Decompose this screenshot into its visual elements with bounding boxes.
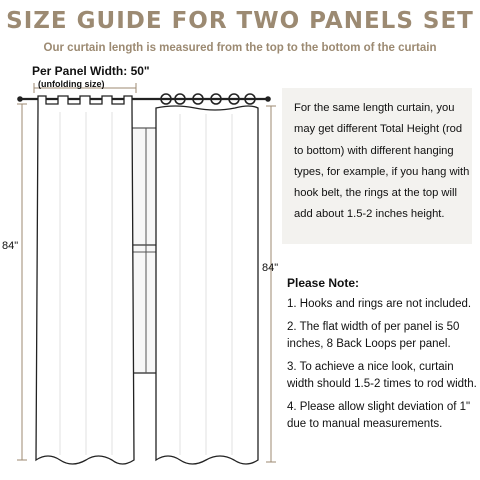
note-item: 3. To achieve a nice look, curtain width should 1.5-2 times to rod width. <box>287 361 477 390</box>
page-subtitle: Our curtain length is measured from the top to the bottom of the curtain <box>43 42 437 54</box>
notes-list <box>287 296 477 439</box>
info-box-text: For the same length curtain, you may get different Total Height (rod to bottom) with different hanging types, for example, if you hang with hook belt, the rings at the top will add about 1.5-2 inches height. <box>294 102 470 221</box>
note-item: 4. Please allow slight deviation of 1" due to manual measurements. <box>287 401 471 430</box>
page-title: SIZE GUIDE FOR TWO PANELS SET <box>6 8 474 34</box>
right-curtain-panel <box>156 94 258 464</box>
unfolding-size-label: (unfolding size) <box>38 79 105 89</box>
note-item: 1. Hooks and rings are not included. <box>287 298 472 310</box>
left-height-label: 84" <box>2 240 19 252</box>
left-height-dimension-line <box>17 104 27 460</box>
note-item: 2. The flat width of per panel is 50 inches, 8 Back Loops per panel. <box>287 321 460 350</box>
left-curtain-panel <box>36 96 134 464</box>
right-height-label: 84" <box>262 262 279 274</box>
notes-title: Please Note: <box>287 276 360 290</box>
panel-width-label: Per Panel Width: 50" <box>32 64 150 78</box>
curtain-rod <box>17 96 271 102</box>
right-height-dimension-line <box>266 106 276 462</box>
